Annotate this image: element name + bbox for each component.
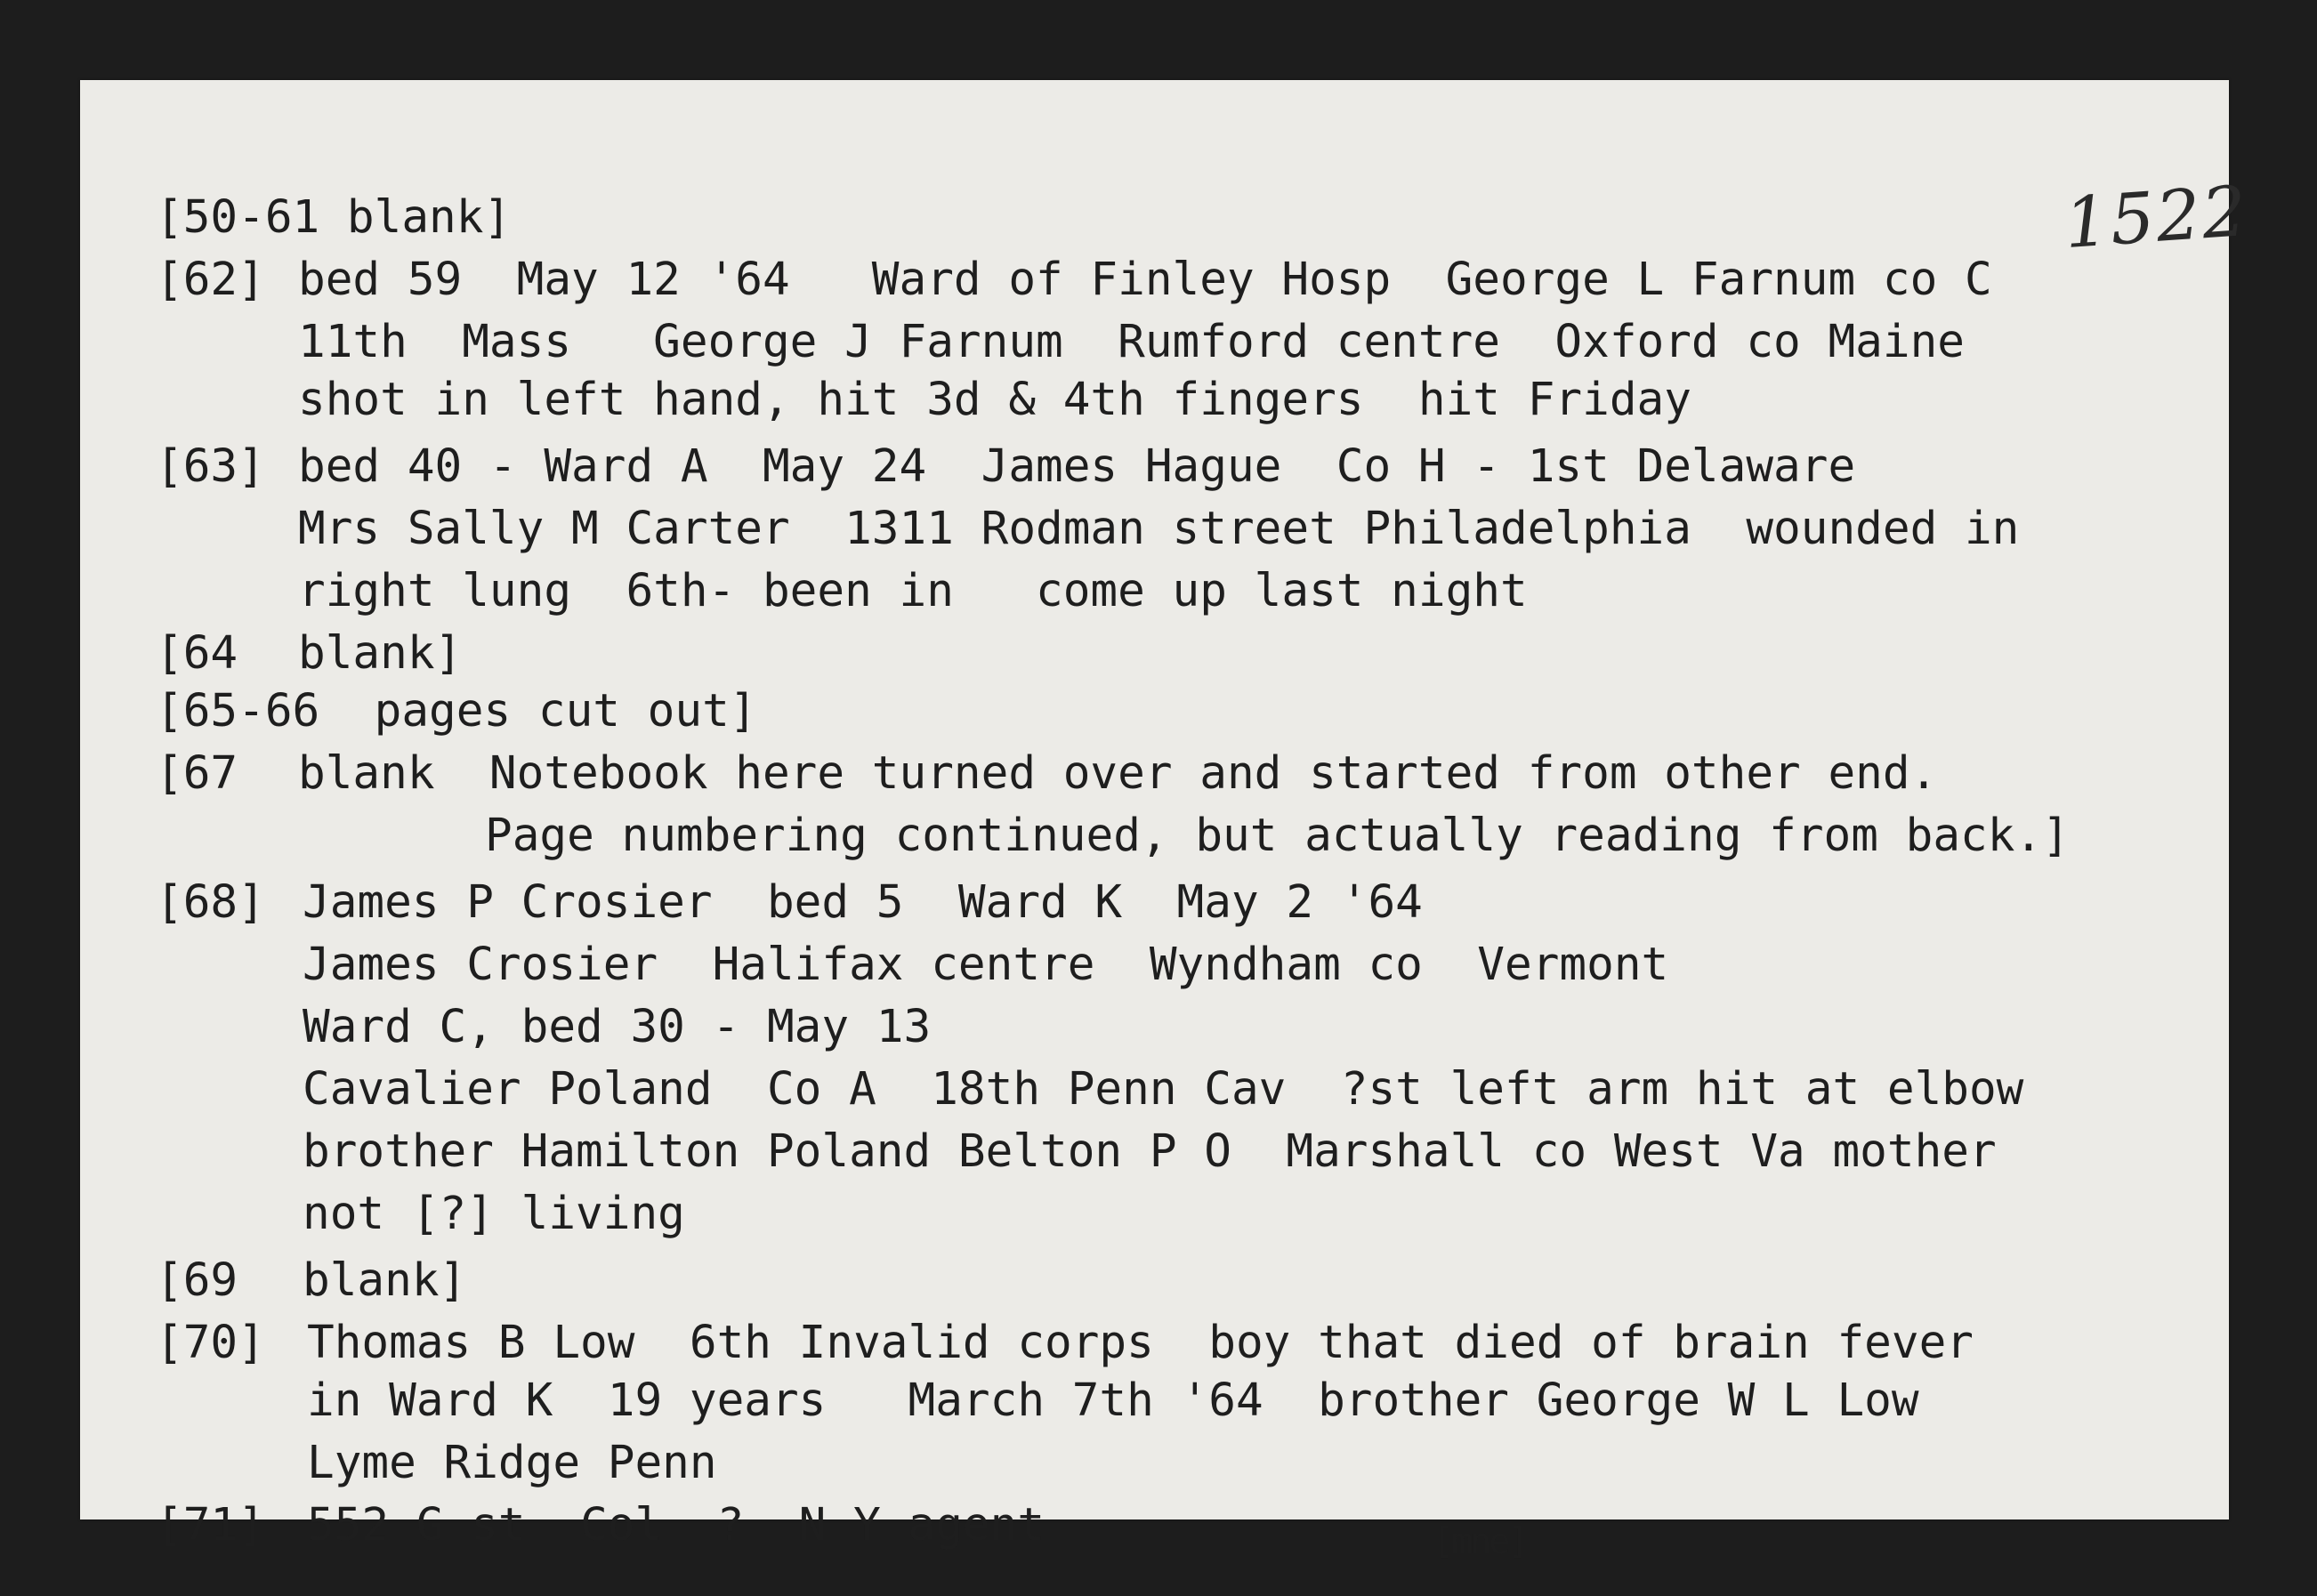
entry-text: right lung 6th- been in come up last night — [298, 565, 1528, 617]
entry-page-marker: [62] — [156, 254, 265, 306]
entry-page-marker: [68] — [156, 876, 265, 929]
entry-text: blank Notebook here turned over and started from other end. — [298, 747, 1938, 800]
entry-text: James Crosier Halifax centre Wyndham co Vermont — [303, 939, 1669, 991]
transcription-card — [80, 80, 2251, 1562]
entry-text: 11th Mass George J Farnum Rumford centre Oxford co Maine — [298, 316, 1965, 368]
entry-text: bed 40 - Ward A May 24 James Hague Co H - 1st Delaware — [298, 440, 1856, 493]
entry-text: Lyme Ridge Penn — [307, 1437, 717, 1489]
entry-text: not [?] living — [303, 1188, 685, 1240]
entry-text: Thomas B Low 6th Invalid corps boy that died of brain fever — [307, 1317, 1974, 1369]
entry-page-marker: [71] — [156, 1499, 265, 1552]
entry-page-marker: [69 — [156, 1254, 238, 1307]
entry-text: in Ward K 19 years March 7th '64 brother George W L Low — [307, 1374, 1919, 1427]
entry-text: Ward C, bed 30 - May 13 — [303, 1001, 932, 1053]
entry-text: 552 G st Col ? N Y agent — [307, 1499, 1045, 1552]
page-number: 1522 — [2062, 171, 2251, 265]
entry-page-marker: [70] — [156, 1317, 265, 1369]
entry-text: Cavalier Poland Co A 18th Penn Cav ?st left arm hit at elbow — [303, 1063, 2024, 1116]
transcriber-initials: [mne] — [1433, 1521, 1527, 1562]
entry-page-marker: [64 — [156, 627, 238, 680]
entry-text: shot in left hand, hit 3d & 4th fingers hit Friday — [298, 374, 1691, 426]
entry-text: blank] — [303, 1254, 467, 1307]
entry-text: Mrs Sally M Carter 1311 Rodman street Philadelphia wounded in — [298, 503, 2020, 555]
entry-text: [50-61 blank] — [156, 191, 512, 244]
entry-text: Page numbering continued, but actually reading from back.] — [485, 810, 2070, 862]
entry-page-marker: [63] — [156, 440, 265, 493]
entry-text: James P Crosier bed 5 Ward K May 2 '64 — [303, 876, 1423, 929]
entry-text: [65-66 pages cut out] — [156, 685, 757, 738]
entry-page-marker: [67 — [156, 747, 238, 800]
entry-text: brother Hamilton Poland Belton P O Marshall co West Va mother — [303, 1125, 1997, 1178]
entry-text: blank] — [298, 627, 463, 680]
entry-text: bed 59 May 12 '64 Ward of Finley Hosp George L Farnum co C — [298, 254, 1992, 306]
